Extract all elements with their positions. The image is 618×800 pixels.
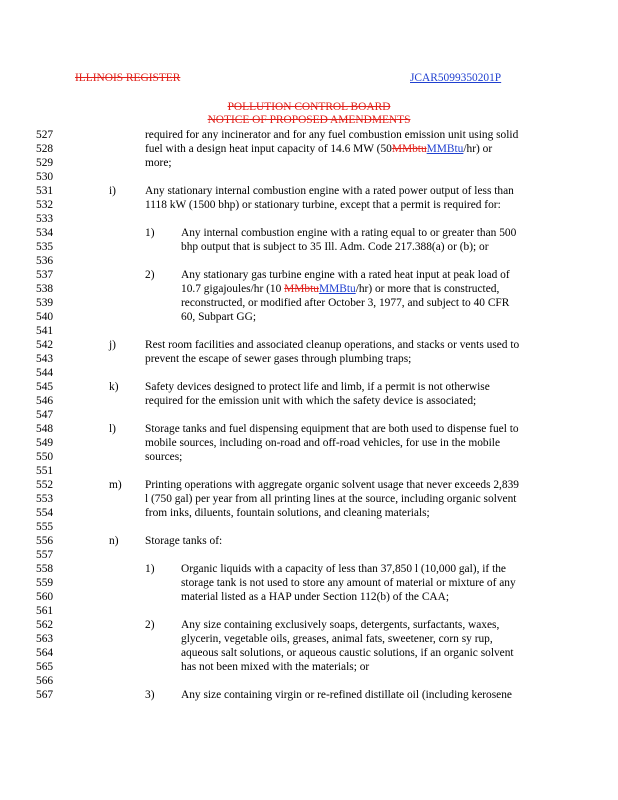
text-line-560: material listed as a HAP under Section 112(b) of the CAA; xyxy=(181,591,450,603)
line-number: 541 xyxy=(36,325,54,337)
line-number: 528 xyxy=(36,143,54,155)
line-number: 559 xyxy=(36,577,54,589)
board-title xyxy=(0,101,618,114)
item-n-marker: n) xyxy=(109,535,119,547)
line-number: 545 xyxy=(36,381,54,393)
line-number: 527 xyxy=(36,129,54,141)
item-i1-marker: 1) xyxy=(145,227,155,239)
deleted-unit: MMbtu xyxy=(391,143,427,155)
text-line-567: Any size containing virgin or re-refined distillate oil (including kerosene xyxy=(181,689,512,701)
text-line-542: Rest room facilities and associated cleanup operations, and stacks or vents used to xyxy=(145,339,520,351)
inserted-unit: MMBtu xyxy=(426,143,464,155)
text-line-552: Printing operations with aggregate organic solvent usage that never exceeds 2,839 xyxy=(145,479,519,491)
item-k-marker: k) xyxy=(109,381,119,393)
text-line-528-b: /hr) or xyxy=(463,143,493,155)
text-line-528-a: fuel with a design heat input capacity of 14.6 MW (50 xyxy=(145,143,392,155)
text-line-563: glycerin, vegetable oils, greases, animal fats, sweetener, corn sy rup, xyxy=(181,633,493,645)
line-number: 560 xyxy=(36,591,54,603)
text-line-554: from inks, diluents, fountain solutions, and cleaning materials; xyxy=(145,507,430,519)
text-line-550: sources; xyxy=(145,451,183,463)
notice-title xyxy=(0,114,618,127)
text-line-538 xyxy=(181,282,499,296)
text-line-539: reconstructed, or modified after October 3, 1977, and subject to 40 CFR xyxy=(181,297,510,309)
line-number: 557 xyxy=(36,549,54,561)
line-number: 533 xyxy=(36,213,54,225)
item-l-marker: l) xyxy=(109,423,116,435)
register-header: ILLINOIS REGISTER xyxy=(75,72,181,84)
notice-title-text: NOTICE OF PROPOSED AMENDMENTS xyxy=(207,114,411,126)
deleted-unit-2: MMbtu xyxy=(284,283,319,295)
text-line-537: Any stationary gas turbine engine with a rated heat input at peak load of xyxy=(181,269,510,281)
line-number: 531 xyxy=(36,185,54,197)
line-number: 547 xyxy=(36,409,54,421)
text-line-545: Safety devices designed to protect life and limb, if a permit is not otherwise xyxy=(145,381,490,393)
text-line-532: 1118 kW (1500 bhp) or stationary turbine, except that a permit is required for: xyxy=(145,199,501,211)
line-number: 537 xyxy=(36,269,54,281)
line-number: 535 xyxy=(36,241,54,253)
line-number: 548 xyxy=(36,423,54,435)
line-number: 563 xyxy=(36,633,54,645)
line-number: 555 xyxy=(36,521,54,533)
line-number: 540 xyxy=(36,311,54,323)
line-number: 551 xyxy=(36,465,54,477)
inserted-unit-2: MMBtu xyxy=(318,283,356,295)
text-line-538-a: 10.7 gigajoules/hr (10 xyxy=(181,283,282,295)
line-number: 564 xyxy=(36,647,54,659)
text-line-559: storage tank is not used to store any amount of material or mixture of any xyxy=(181,577,516,589)
line-number: 567 xyxy=(36,689,54,701)
text-line-565: has not been mixed with the materials; or xyxy=(181,661,370,673)
line-number: 550 xyxy=(36,451,54,463)
text-line-549: mobile sources, including on-road and off-road vehicles, for use in the mobile xyxy=(145,437,501,449)
item-i2-marker: 2) xyxy=(145,269,155,281)
text-line-535: bhp output that is subject to 35 Ill. Adm. Code 217.388(a) or (b); or xyxy=(181,241,489,253)
line-number: 554 xyxy=(36,507,54,519)
text-line-553: l (750 gal) per year from all printing lines at the source, including organic solvent xyxy=(145,493,517,505)
text-line-556: Storage tanks of: xyxy=(145,535,223,547)
line-number: 529 xyxy=(36,157,54,169)
item-n2-marker: 2) xyxy=(145,619,155,631)
text-line-534: Any internal combustion engine with a rating equal to or greater than 500 xyxy=(181,227,517,239)
line-number: 544 xyxy=(36,367,54,379)
item-n1-marker: 1) xyxy=(145,563,155,575)
text-line-528 xyxy=(145,142,492,156)
line-number: 546 xyxy=(36,395,54,407)
line-number: 536 xyxy=(36,255,54,267)
item-n3-marker: 3) xyxy=(145,689,155,701)
line-number: 534 xyxy=(36,227,54,239)
line-number: 565 xyxy=(36,661,54,673)
line-number: 542 xyxy=(36,339,54,351)
line-number: 562 xyxy=(36,619,54,631)
line-number: 549 xyxy=(36,437,54,449)
text-line-529: more; xyxy=(145,157,172,169)
line-number: 532 xyxy=(36,199,54,211)
text-line-538-b: /hr) or more that is constructed, xyxy=(355,283,500,295)
text-line-564: aqueous salt solutions, or aqueous caustic solutions, if an organic solvent xyxy=(181,647,514,659)
board-title-text: POLLUTION CONTROL BOARD xyxy=(227,101,391,113)
text-line-540: 60, Subpart GG; xyxy=(181,311,256,323)
text-line-546: required for the emission unit with which the safety device is associated; xyxy=(145,395,477,407)
text-line-527: required for any incinerator and for any fuel combustion emission unit using solid xyxy=(145,129,519,141)
line-number: 543 xyxy=(36,353,54,365)
line-number: 552 xyxy=(36,479,54,491)
jcar-code: JCAR5099350201P xyxy=(410,72,502,84)
text-line-543: prevent the escape of sewer gases through plumbing traps; xyxy=(145,353,412,365)
text-line-548: Storage tanks and fuel dispensing equipment that are both used to dispense fuel to xyxy=(145,423,519,435)
line-number: 558 xyxy=(36,563,54,575)
text-line-558: Organic liquids with a capacity of less than 37,850 l (10,000 gal), if the xyxy=(181,563,506,575)
text-line-562: Any size containing exclusively soaps, detergents, surfactants, waxes, xyxy=(181,619,500,631)
line-number: 553 xyxy=(36,493,54,505)
line-number: 566 xyxy=(36,675,54,687)
item-i-marker: i) xyxy=(109,185,116,197)
text-line-531: Any stationary internal combustion engine with a rated power output of less than xyxy=(145,185,514,197)
line-number: 556 xyxy=(36,535,54,547)
item-j-marker: j) xyxy=(109,339,116,351)
item-m-marker: m) xyxy=(109,479,122,491)
line-number: 530 xyxy=(36,171,54,183)
line-number: 539 xyxy=(36,297,54,309)
line-number: 538 xyxy=(36,283,54,295)
line-number: 561 xyxy=(36,605,54,617)
